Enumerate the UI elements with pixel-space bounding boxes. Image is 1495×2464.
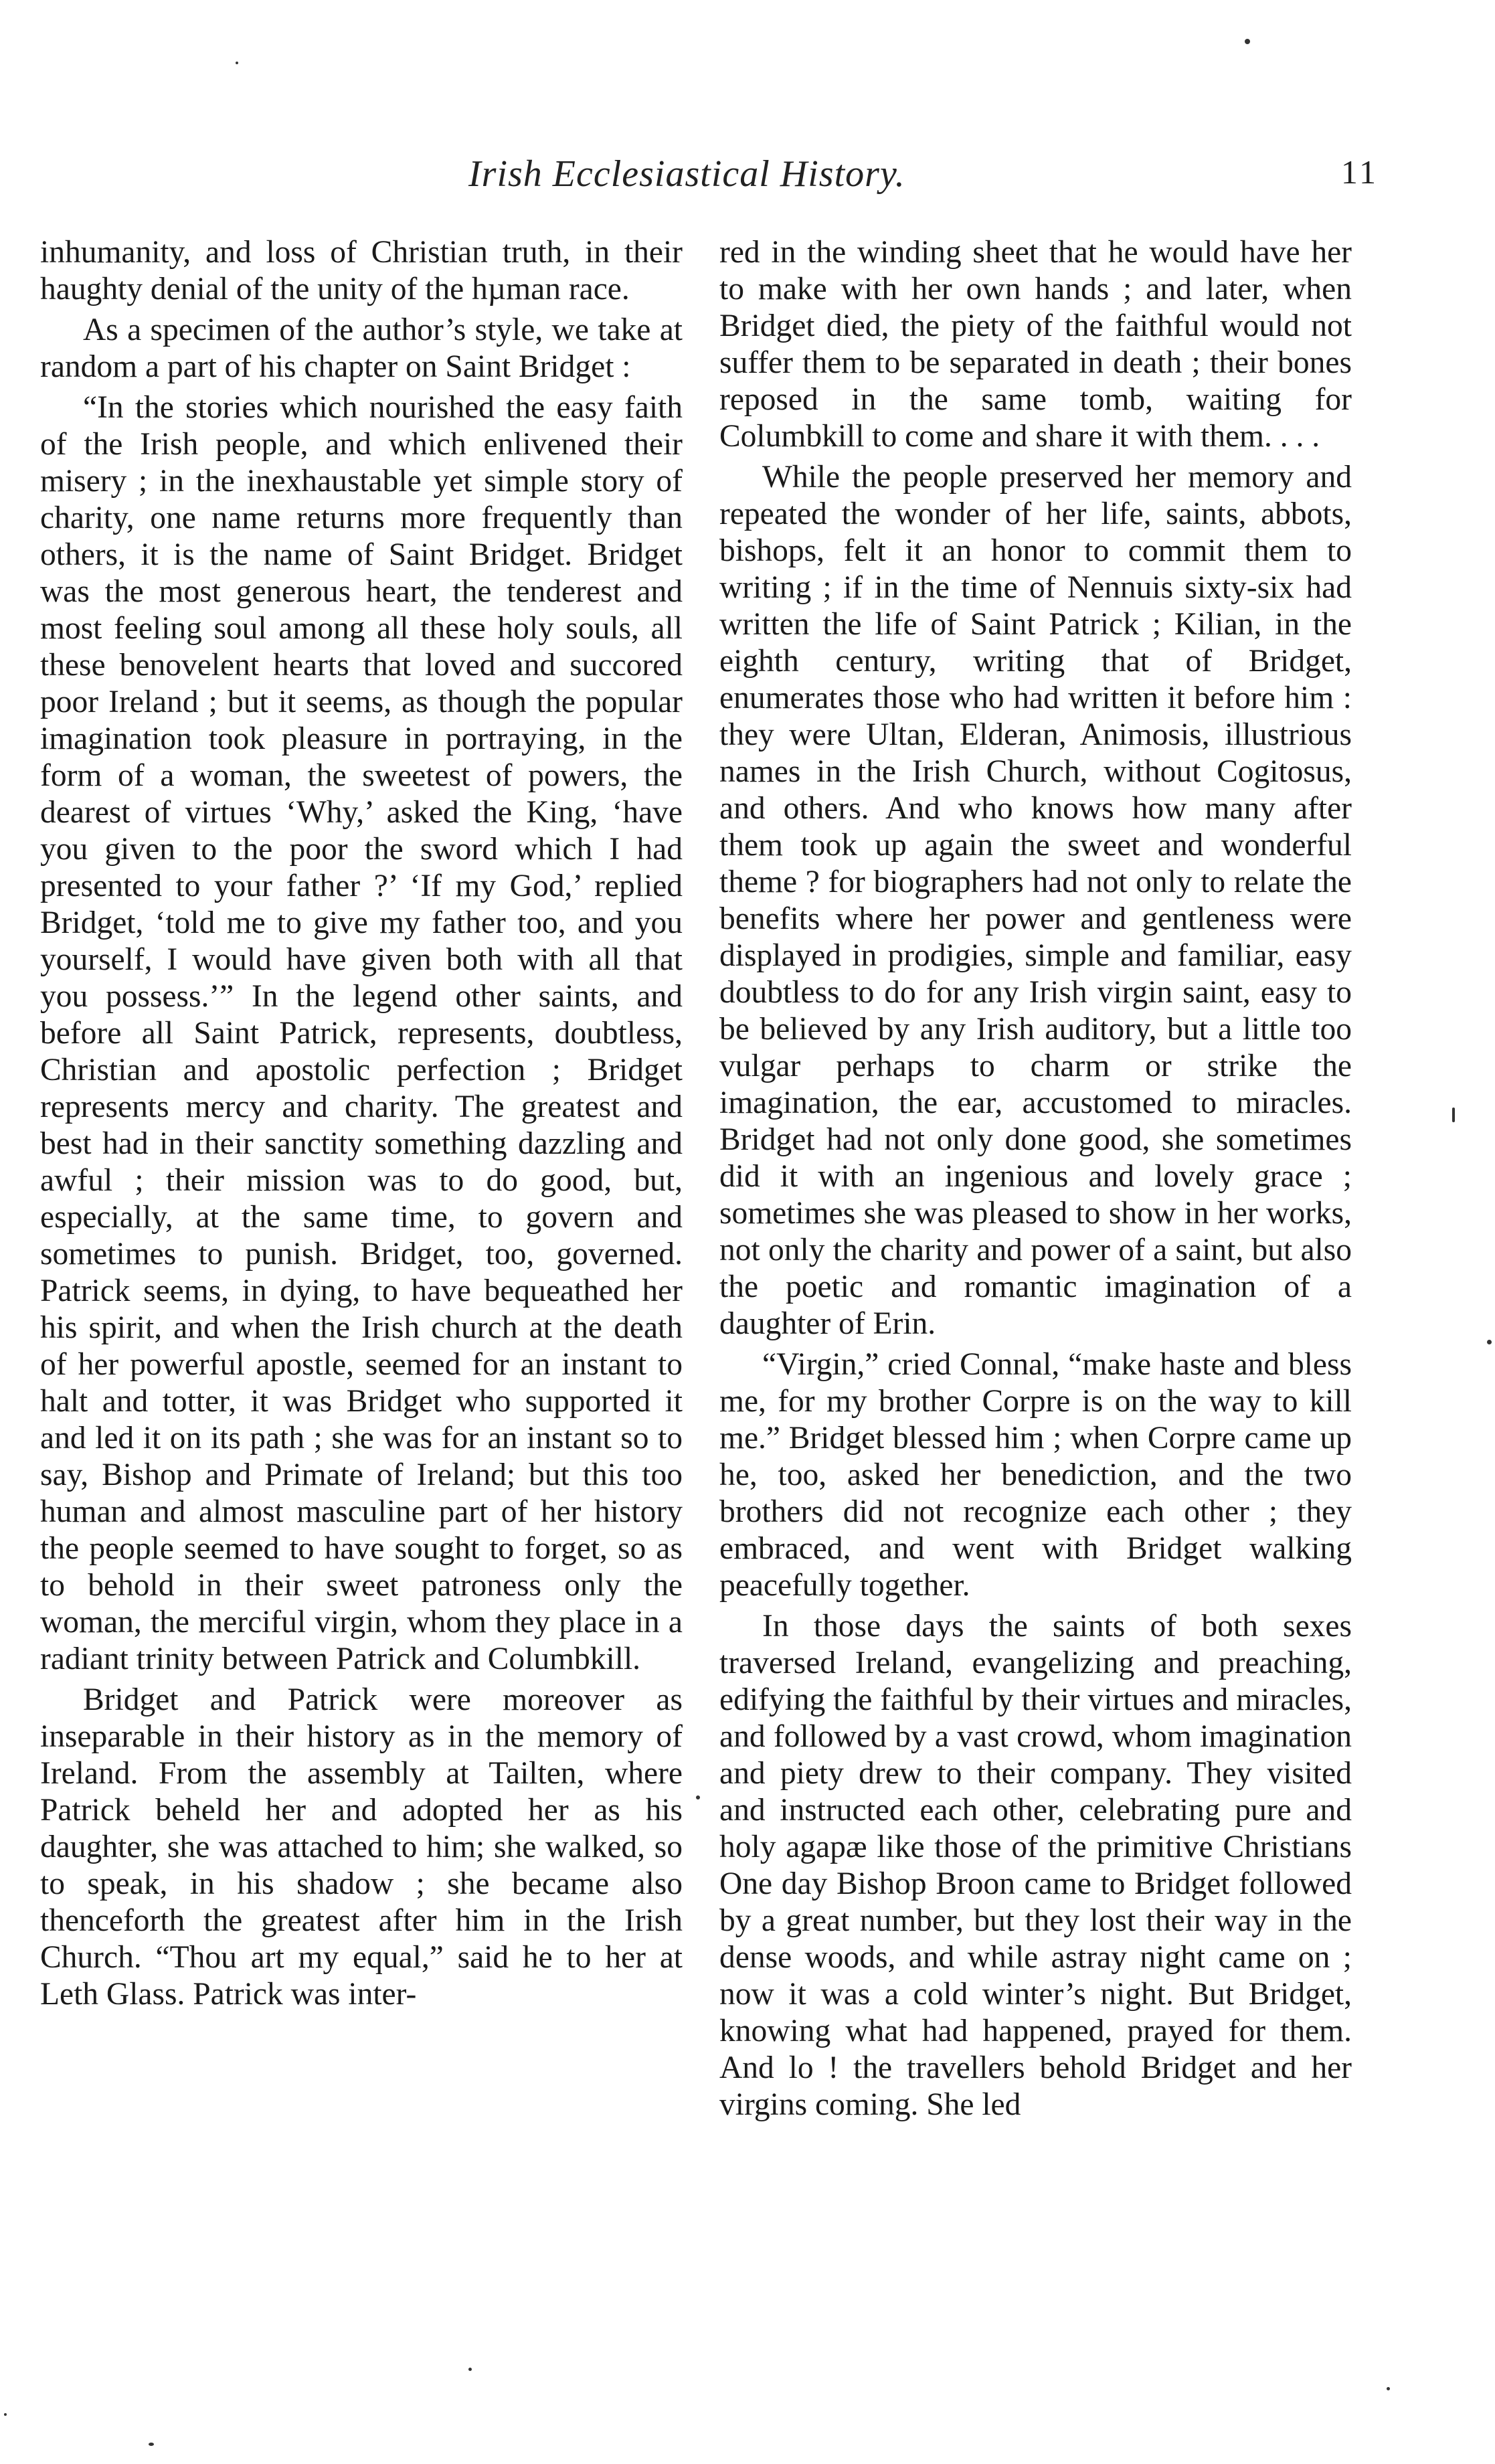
paragraph: inhumanity, and loss of Christian truth, in their haughty denial of the unity of the hµman race. [40, 235, 683, 306]
paragraph: “Virgin,” cried Connal, “make haste and bless me, for my brother Corpre is on the way to kill me.” Bridget blessed him ; when Corpre came up he, too, asked her benediction, and the two brothers did not recognize each other ; they embraced, and went with Bridget walking peacefully together. [719, 1347, 1352, 1603]
scan-speck [1487, 1340, 1492, 1344]
page-number: 11 [1340, 153, 1379, 191]
paragraph: In those days the saints of both sexes traversed Ireland, evangelizing and preaching, edifying the faithful by their virtues and miracles, and followed by a vast crowd, whom imagination and piety drew to their company. They visited and instructed each other, celebrating pure and holy agapæ like those of the primitive Christians One day Bishop Broon came to Bridget followed by a great number, but they lost their way in the dense woods, and while astray night came on ; now it was a cold winter’s night. But Bridget, knowing what had happened, prayed for them. And lo ! the travellers behold Bridget and her virgins coming. She led [719, 1609, 1352, 2122]
scan-speck [236, 62, 238, 64]
right-column [719, 234, 1352, 2123]
scan-speck [149, 2443, 154, 2446]
running-title: Irish Ecclesiastical History. [468, 153, 905, 195]
scan-speck [1452, 1108, 1455, 1122]
scan-speck [468, 2368, 472, 2371]
paragraph: Bridget and Patrick were moreover as inseparable in their history as in the memory of Ireland. From the assembly at Tailten, where Patrick beheld her and adopted her as his daughter, she was attached to him; she walked, so to speak, in his shadow ; she became also thenceforth the greatest after him in the Irish Church. “Thou art my equal,” said he to her at Leth Glass. Patrick was inter- [40, 1682, 683, 2012]
paragraph: red in the winding sheet that he would have her to make with her own hands ; and later, when Bridget died, the piety of the faithful would not suffer them to be separated in death ; their bones reposed in the same tomb, waiting for Columbkill to come and share it with them. . . . [719, 235, 1352, 454]
paragraph: While the people preserved her memory and repeated the wonder of her life, saints, abbots, bishops, felt it an honor to commit them to writing ; if in the time of Nennuis sixty-six had written the life of Saint Patrick ; Kilian, in the eighth century, writing that of Bridget, enumerates those who had written it before him : they were Ultan, Elderan, Animosis, illustrious names in the Irish Church, without Cogitosus, and others. And who knows how many after them took up again the sweet and wonderful theme ? for biographers had not only to relate the benefits where her power and gentleness were displayed in prodigies, simple and familiar, easy doubtless to do for any Irish virgin saint, easy to be believed by any Irish auditory, but a little too vulgar perhaps to charm or strike the imagination, the ear, accustomed to miracles. Bridget had not only done good, she sometimes did it with an ingenious and lovely grace ; sometimes she was pleased to show in her works, not only the charity and power of a saint, but also the poetic and romantic imagination of a daughter of Erin. [719, 460, 1352, 1341]
running-head [375, 153, 1412, 206]
left-column [40, 234, 683, 2013]
paragraph: As a specimen of the author’s style, we take at random a part of his chapter on Saint Bridget : [40, 313, 683, 384]
scan-speck [1387, 2387, 1390, 2390]
scan-speck [1245, 39, 1250, 44]
paragraph: “In the stories which nourished the easy faith of the Irish people, and which enlivened their misery ; in the inexhaustable yet simple story of charity, one name returns more frequently than others, it is the name of Saint Bridget. Bridget was the most generous heart, the tenderest and most feeling soul among all these holy souls, all these benovelent hearts that loved and succored poor Ireland ; but it seems, as though the popular imagination took pleasure in portraying, in the form of a woman, the sweetest of powers, the dearest of virtues ‘Why,’ asked the King, ‘have you given to the poor the sword which I had presented to your father ?’ ‘If my God,’ replied Bridget, ‘told me to give my father too, and you yourself, I would have given both with all that you possess.’” In the legend other saints, and before all Saint Patrick, represents, doubtless, Christian and apostolic perfection ; Bridget represents mercy and charity. The greatest and best had in their sanctity something dazzling and awful ; their mission was to do good, but, especially, at the same time, to govern and sometimes to punish. Bridget, too, governed. Patrick seems, in dying, to have bequeathed her his spirit, and when the Irish church at the death of her powerful apostle, seemed for an instant to halt and totter, it was Bridget who supported it and led it on its path ; she was for an instant so to say, Bishop and Primate of Ireland; but this too human and almost masculine part of her history the people seemed to have sought to forget, so as to behold in their sweet patroness only the woman, the merciful virgin, whom they place in a radiant trinity between Patrick and Columbkill. [40, 390, 683, 1676]
scan-speck [696, 1795, 700, 1799]
scan-speck [4, 2413, 7, 2416]
